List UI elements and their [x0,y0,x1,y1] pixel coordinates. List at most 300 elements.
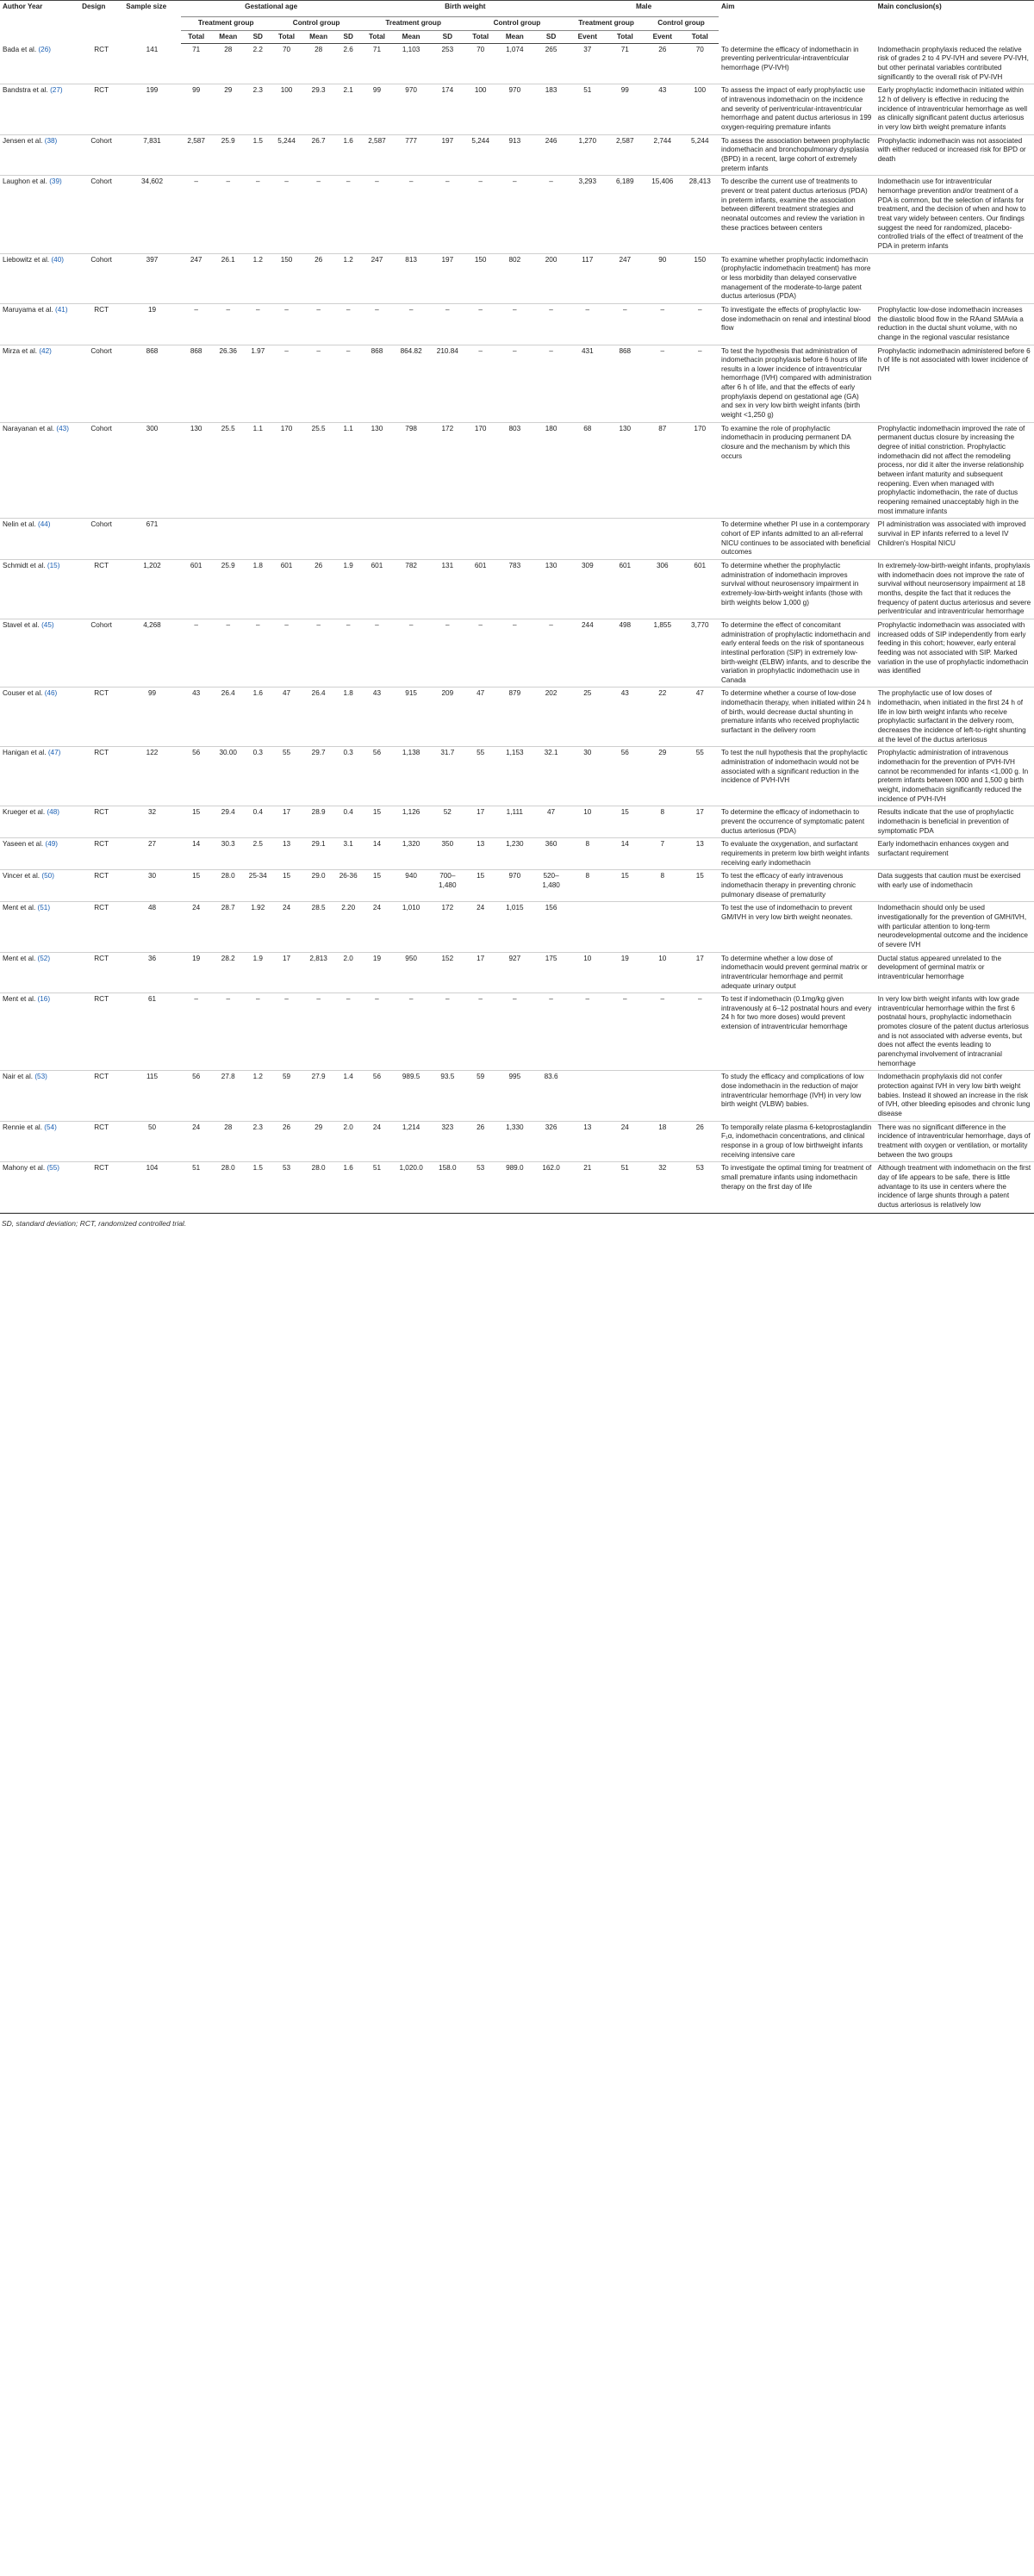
value-cell [607,902,644,952]
value-cell: 782 [392,559,429,619]
sub-mean: Mean [392,30,429,44]
table-row [0,134,1034,176]
value-cell: – [465,303,496,345]
sample-size-cell: 36 [123,952,181,993]
table-row [0,870,1034,902]
value-cell: 59 [465,1071,496,1121]
value-cell: – [271,993,302,1071]
sub-sd: SD [430,30,465,44]
conclusion-cell [875,253,1034,303]
value-cell: 25.5 [302,422,334,519]
value-cell: 25.9 [212,134,245,176]
author-cell [0,84,79,134]
value-cell: 29 [302,1121,334,1162]
value-cell: 0.4 [335,806,362,838]
value-cell: 0.3 [245,747,271,806]
aim-cell: To determine the effect of concomitant administration of prophylactic indomethacin and early enteral feeds on the risk of spontaneous intestinal perforation (SIP) in extremely low-birth-weight (ELBW) infants, and to describe the variation in prophylactic indomethacin use in Canada [719,619,875,688]
value-cell [644,902,681,952]
author-cell [0,806,79,838]
value-cell: – [430,993,465,1071]
author-name: Bandstra et al. [3,86,48,95]
sample-size-cell: 1,202 [123,559,181,619]
value-cell: – [362,176,393,253]
author-cell [0,1162,79,1212]
author-cell [0,253,79,303]
value-cell: 99 [607,84,644,134]
author-name: Mirza et al. [3,346,38,355]
sample-size-cell: 199 [123,84,181,134]
sub-total: Total [682,30,719,44]
value-cell: – [569,303,606,345]
table-row [0,806,1034,838]
value-cell: 28.5 [302,902,334,952]
aim-cell: To determine whether a course of low-dose indomethacin therapy, when initiated within 24 h of birth, would decrease ductal shunting in premature infants who received prophylactic surfactant in the delivery room [719,688,875,747]
value-cell: 2.2 [245,44,271,84]
value-cell: 83.6 [533,1071,569,1121]
value-cell [181,519,212,560]
sub-total: Total [181,30,212,44]
value-cell: 175 [533,952,569,993]
value-cell: 183 [533,84,569,134]
reference-link[interactable]: (48) [47,808,59,817]
value-cell: 19 [181,952,212,993]
value-cell: 71 [607,44,644,84]
value-cell: 24 [271,902,302,952]
value-cell: – [465,993,496,1071]
table-row [0,345,1034,422]
value-cell [569,519,606,560]
reference-link[interactable]: (27) [50,86,63,95]
reference-link[interactable]: (38) [44,136,58,145]
design-cell: RCT [79,902,123,952]
value-cell: 360 [533,838,569,870]
value-cell: 32.1 [533,747,569,806]
sample-size-cell: 19 [123,303,181,345]
design-cell: RCT [79,993,123,1071]
conclusion-cell: Prophylactic indomethacin was associated with increased odds of SIP independently from early feeding in this cohort; however, early enteral feeding was not associated with SIP. Marked variation in the use of prophylactic indomethacin was identified [875,619,1034,688]
table-row [0,688,1034,747]
value-cell: 30 [569,747,606,806]
value-cell [607,519,644,560]
sample-size-cell: 115 [123,1071,181,1121]
reference-link[interactable]: (39) [49,177,62,186]
value-cell: 2.3 [245,1121,271,1162]
reference-link[interactable]: (51) [37,904,51,912]
author-name: Ment et al. [3,904,36,912]
conclusion-cell: PI administration was associated with improved survival in EP infants referred to a level IV Children's Hospital NICU [875,519,1034,560]
sample-size-cell: 34,602 [123,176,181,253]
value-cell: – [335,345,362,422]
sample-size-cell: 61 [123,993,181,1071]
value-cell: 26.36 [212,345,245,422]
author-cell [0,952,79,993]
value-cell: 0.4 [245,806,271,838]
conclusion-cell: Early indomethacin enhances oxygen and surfactant requirement [875,838,1034,870]
value-cell [644,1071,681,1121]
value-cell: – [181,303,212,345]
value-cell: – [362,993,393,1071]
value-cell: 26 [271,1121,302,1162]
value-cell: 1.4 [335,1071,362,1121]
value-cell [271,519,302,560]
value-cell: – [430,303,465,345]
value-cell: – [302,176,334,253]
value-cell: – [271,345,302,422]
value-cell: 26 [302,559,334,619]
aim-cell: To assess the association between prophylactic indomethacin and bronchopulmonary dysplasia (BPD) in a recent, large cohort of extremely preterm infants [719,134,875,176]
reference-link[interactable]: (40) [51,255,65,264]
value-cell: 970 [392,84,429,134]
value-cell: 22 [644,688,681,747]
value-cell: 56 [181,747,212,806]
table-body [0,44,1034,1212]
value-cell: – [496,303,533,345]
value-cell: 70 [682,44,719,84]
value-cell: 2.0 [335,952,362,993]
reference-link[interactable]: (55) [47,1164,59,1173]
aim-cell: To temporally relate plasma 6-ketoprostaglandin F₁α, indomethacin concentrations, and clinical response in a group of low birthweight infants receiving intensive care [719,1121,875,1162]
col-male: Male [569,1,719,17]
value-cell: 29.4 [212,806,245,838]
reference-link[interactable]: (46) [44,689,58,698]
value-cell: 14 [607,838,644,870]
author-name: Nair et al. [3,1073,34,1081]
value-cell: 28.9 [302,806,334,838]
value-cell: 253 [430,44,465,84]
value-cell: 1,214 [392,1121,429,1162]
aim-cell: To determine whether a low dose of indomethacin would prevent germinal matrix or intraventricular hemorrhage and permit adequate urinary output [719,952,875,993]
value-cell: 13 [271,838,302,870]
value-cell: – [465,176,496,253]
value-cell: 26 [682,1121,719,1162]
table-row [0,838,1034,870]
conclusion-cell: Indomethacin prophylaxis reduced the relative risk of grades 2 to 4 PV-IVH and severe PV-IVH, but other perinatal variables contributed significantly to the overall risk of PV-IVH [875,44,1034,84]
value-cell [496,519,533,560]
value-cell [392,519,429,560]
value-cell: 31.7 [430,747,465,806]
conclusion-cell: Early prophylactic indomethacin initiated within 12 h of delivery is effective in reducing the incidence of intraventricular hemorrhage as well as clinically significant patent ductus arteriosus in very low birth weight premature infants [875,84,1034,134]
conclusion-cell: In extremely-low-birth-weight infants, prophylaxis with indomethacin does not improve the rate of survival without neurosensory impairment at 18 months, despite the fact that it reduces the frequency of patent ductus arteriosus and severe periventricular and intraventricular hemorrhage [875,559,1034,619]
value-cell: – [181,993,212,1071]
value-cell: 309 [569,559,606,619]
value-cell: – [533,303,569,345]
design-cell: Cohort [79,176,123,253]
aim-cell: To test the efficacy of early intravenous indomethacin therapy in preventing chronic pulmonary disease of prematurity [719,870,875,902]
reference-link[interactable]: (54) [44,1123,57,1131]
value-cell: – [644,993,681,1071]
aim-cell: To study the efficacy and complications of low dose indomethacin in the reduction of major intraventricular hemorrhage (IVH) in very low birth weight (VLBW) babies. [719,1071,875,1121]
value-cell: 71 [362,44,393,84]
conclusion-cell: In very low birth weight infants with low grade intraventricular hemorrhage within the first 6 postnatal hours, prophylactic indomethacin promotes closure of the patent ductus arteriosus and is not associated with adverse events, but does not affect the events leading to parenchymal involvement of intracranial hemorrhage [875,993,1034,1071]
value-cell [245,519,271,560]
value-cell: 52 [430,806,465,838]
reference-link[interactable]: (43) [56,424,69,432]
table-row [0,952,1034,993]
reference-link[interactable]: (49) [45,840,59,849]
value-cell: 2.0 [335,1121,362,1162]
value-cell: 59 [271,1071,302,1121]
sub-total: Total [271,30,302,44]
value-cell: 68 [569,422,606,519]
author-name: Ment et al. [3,954,36,962]
value-cell: 27.8 [212,1071,245,1121]
value-cell: 26 [465,1121,496,1162]
design-cell: Cohort [79,134,123,176]
table-row [0,176,1034,253]
value-cell: – [533,993,569,1071]
value-cell: 19 [607,952,644,993]
value-cell: 520–1,480 [533,870,569,902]
value-cell: 71 [181,44,212,84]
value-cell: 498 [607,619,644,688]
value-cell: 15 [181,870,212,902]
design-cell: RCT [79,559,123,619]
value-cell: 47 [533,806,569,838]
value-cell: 17 [271,806,302,838]
table-footnote: SD, standard deviation; RCT, randomized controlled trial. [0,1213,1034,1233]
design-cell: Cohort [79,519,123,560]
value-cell: 29 [644,747,681,806]
value-cell: 197 [430,253,465,303]
table-row [0,44,1034,84]
value-cell: – [430,176,465,253]
value-cell: 170 [465,422,496,519]
value-cell: 43 [362,688,393,747]
value-cell: 13 [569,1121,606,1162]
author-cell [0,134,79,176]
conclusion-cell: Indomethacin use for intraventricular hemorrhage prevention and/or treatment of a PDA is common, but the selection of infants for treatment, and the decision of when and how to treat vary widely between centers. Our findings suggest the need for randomized, placebo-controlled trials of the effect of treatment of the PDA in preterm infants [875,176,1034,253]
value-cell: – [245,176,271,253]
value-cell: – [245,303,271,345]
value-cell [607,1071,644,1121]
value-cell: 29.1 [302,838,334,870]
value-cell: 15 [362,806,393,838]
value-cell: 29.0 [302,870,334,902]
value-cell: 1.5 [245,1162,271,1212]
value-cell: 783 [496,559,533,619]
value-cell: 25 [569,688,606,747]
value-cell: 1.8 [245,559,271,619]
value-cell: 15 [181,806,212,838]
reference-link[interactable]: (53) [34,1073,47,1081]
value-cell: 93.5 [430,1071,465,1121]
value-cell: 117 [569,253,606,303]
author-cell [0,870,79,902]
value-cell [644,519,681,560]
value-cell: – [682,993,719,1071]
value-cell: 14 [362,838,393,870]
value-cell: 26 [302,253,334,303]
sample-size-cell: 30 [123,870,181,902]
value-cell: 150 [682,253,719,303]
value-cell: 15 [465,870,496,902]
value-cell: 1.1 [245,422,271,519]
value-cell: 15 [607,806,644,838]
aim-cell: To determine whether the prophylactic administration of indomethacin improves survival without neurosensory impairment in extremely-low-birth-weight infants (those with birth weights below 1,000 g) [719,559,875,619]
value-cell: 1.2 [245,1071,271,1121]
value-cell: 202 [533,688,569,747]
reference-link[interactable]: (15) [47,561,60,569]
value-cell: 989.0 [496,1162,533,1212]
reference-link[interactable]: (50) [41,872,54,880]
value-cell: 1,015 [496,902,533,952]
aim-cell: To evaluate the oxygenation, and surfactant requirements in preterm low birth weight infants receiving early indomethacin [719,838,875,870]
value-cell: 1,270 [569,134,606,176]
value-cell: 28 [302,44,334,84]
value-cell: 100 [682,84,719,134]
author-name: Hanigan et al. [3,749,47,757]
aim-cell: To determine the efficacy of indomethacin in preventing periventricular-intraventricular hemorrhage (PV-IVH) [719,44,875,84]
table-row [0,422,1034,519]
value-cell: – [181,619,212,688]
value-cell: 26 [644,44,681,84]
value-cell: 244 [569,619,606,688]
value-cell: 70 [271,44,302,84]
value-cell: 5,244 [271,134,302,176]
reference-link[interactable]: (42) [39,346,52,355]
reference-link[interactable]: (16) [37,995,51,1004]
value-cell: 247 [362,253,393,303]
reference-link[interactable]: (45) [41,620,54,629]
value-cell: 27.9 [302,1071,334,1121]
reference-link[interactable]: (26) [38,45,51,53]
value-cell: 26.7 [302,134,334,176]
value-cell: 99 [362,84,393,134]
value-cell: 2,587 [181,134,212,176]
value-cell: 8 [644,870,681,902]
value-cell: 56 [181,1071,212,1121]
value-cell: 915 [392,688,429,747]
value-cell: 17 [271,952,302,993]
value-cell: 32 [644,1162,681,1212]
reference-link[interactable]: (52) [37,954,51,962]
value-cell: 3,770 [682,619,719,688]
sample-size-cell: 27 [123,838,181,870]
value-cell: 24 [181,902,212,952]
value-cell: – [533,345,569,422]
value-cell: 1,138 [392,747,429,806]
author-name: Stavel et al. [3,620,40,629]
value-cell: 1,230 [496,838,533,870]
author-name: Liebowitz et al. [3,255,50,264]
table-row [0,902,1034,952]
male-treatment-group: Treatment group [569,17,644,31]
value-cell: – [212,993,245,1071]
ga-control-group: Control group [271,17,362,31]
value-cell: 51 [362,1162,393,1212]
value-cell: 2,813 [302,952,334,993]
aim-cell: To examine the role of prophylactic indomethacin in producing permanent DA closure and the mechanism by which this occurs [719,422,875,519]
value-cell: 14 [181,838,212,870]
ga-treatment-group: Treatment group [181,17,271,31]
aim-cell: To determine the efficacy of indomethacin to prevent the occurrence of symptomatic patent ductus arteriosus (PDA) [719,806,875,838]
sample-size-cell: 7,831 [123,134,181,176]
value-cell: 1,153 [496,747,533,806]
value-cell [682,1071,719,1121]
sub-event: Event [569,30,606,44]
value-cell: 15,406 [644,176,681,253]
reference-link[interactable]: (41) [54,305,68,314]
col-sample: Sample size [123,1,181,44]
conclusion-cell: The prophylactic use of low doses of indomethacin, when initiated in the first 24 h of life in low birth weight infants who receive prophylactic surfactant in the delivery room, decreases the incidence of left-to-right shunting at the level of the ductus arteriosus [875,688,1034,747]
value-cell: 1.6 [335,1162,362,1212]
value-cell: 1,855 [644,619,681,688]
value-cell [362,519,393,560]
value-cell: 17 [682,806,719,838]
author-cell [0,519,79,560]
value-cell: 868 [181,345,212,422]
design-cell: Cohort [79,253,123,303]
value-cell: 798 [392,422,429,519]
value-cell: 37 [569,44,606,84]
value-cell: 813 [392,253,429,303]
sample-size-cell: 300 [123,422,181,519]
value-cell: 2.3 [245,84,271,134]
author-name: Schmidt et al. [3,561,46,569]
value-cell: 28.0 [212,870,245,902]
author-cell [0,688,79,747]
value-cell: – [245,993,271,1071]
value-cell: 1,111 [496,806,533,838]
value-cell: 56 [607,747,644,806]
author-cell [0,619,79,688]
design-cell: RCT [79,1071,123,1121]
value-cell: – [335,176,362,253]
value-cell [465,519,496,560]
value-cell: 174 [430,84,465,134]
value-cell: – [362,619,393,688]
male-control-group: Control group [644,17,719,31]
value-cell [212,519,245,560]
value-cell: 26.4 [302,688,334,747]
value-cell: 70 [465,44,496,84]
value-cell [682,519,719,560]
value-cell: 868 [362,345,393,422]
value-cell: 25.5 [212,422,245,519]
value-cell: 51 [569,84,606,134]
conclusion-cell: Ductal status appeared unrelated to the development of germinal matrix or intraventricular hemorrhage [875,952,1034,993]
value-cell: – [212,619,245,688]
value-cell: – [362,303,393,345]
value-cell: 1.2 [335,253,362,303]
sub-sd: SD [335,30,362,44]
value-cell: 55 [465,747,496,806]
value-cell: – [302,345,334,422]
conclusion-cell: Prophylactic indomethacin improved the rate of permanent ductus closure by increasing the degree of initial constriction. Prophylactic indomethacin did not affect the remodeling process, nor did it alter the inverse relationship between infant maturity and subsequent reopening. Even when managed with prophylactic indomethacin, the rate of ductus reopening remained unacceptably high in the most immature infants [875,422,1034,519]
aim-cell: To test the null hypothesis that the prophylactic administration of indomethacin would not be associated with a significant reduction in the incidence of PVH-IVH [719,747,875,806]
value-cell: 306 [644,559,681,619]
author-name: Ment et al. [3,995,36,1004]
reference-link[interactable]: (44) [37,520,51,529]
design-cell: RCT [79,870,123,902]
conclusion-cell: Indomethacin should only be used investigationally for the prevention of GMH/IVH, with particular attention to long-term neurodevelopmental outcome and the incidence of severe IVH [875,902,1034,952]
value-cell: 3.1 [335,838,362,870]
value-cell: 326 [533,1121,569,1162]
value-cell: 131 [430,559,465,619]
sample-size-cell: 141 [123,44,181,84]
value-cell: – [682,303,719,345]
col-conclusion: Main conclusion(s) [875,1,1034,44]
value-cell: 28 [212,44,245,84]
value-cell: 30.00 [212,747,245,806]
aim-cell: To test the use of indomethacin to prevent GM/IVH in very low birth weight neonates. [719,902,875,952]
table-row [0,1121,1034,1162]
reference-link[interactable]: (47) [47,749,61,757]
design-cell: Cohort [79,422,123,519]
value-cell [302,519,334,560]
value-cell: 209 [430,688,465,747]
design-cell: RCT [79,838,123,870]
